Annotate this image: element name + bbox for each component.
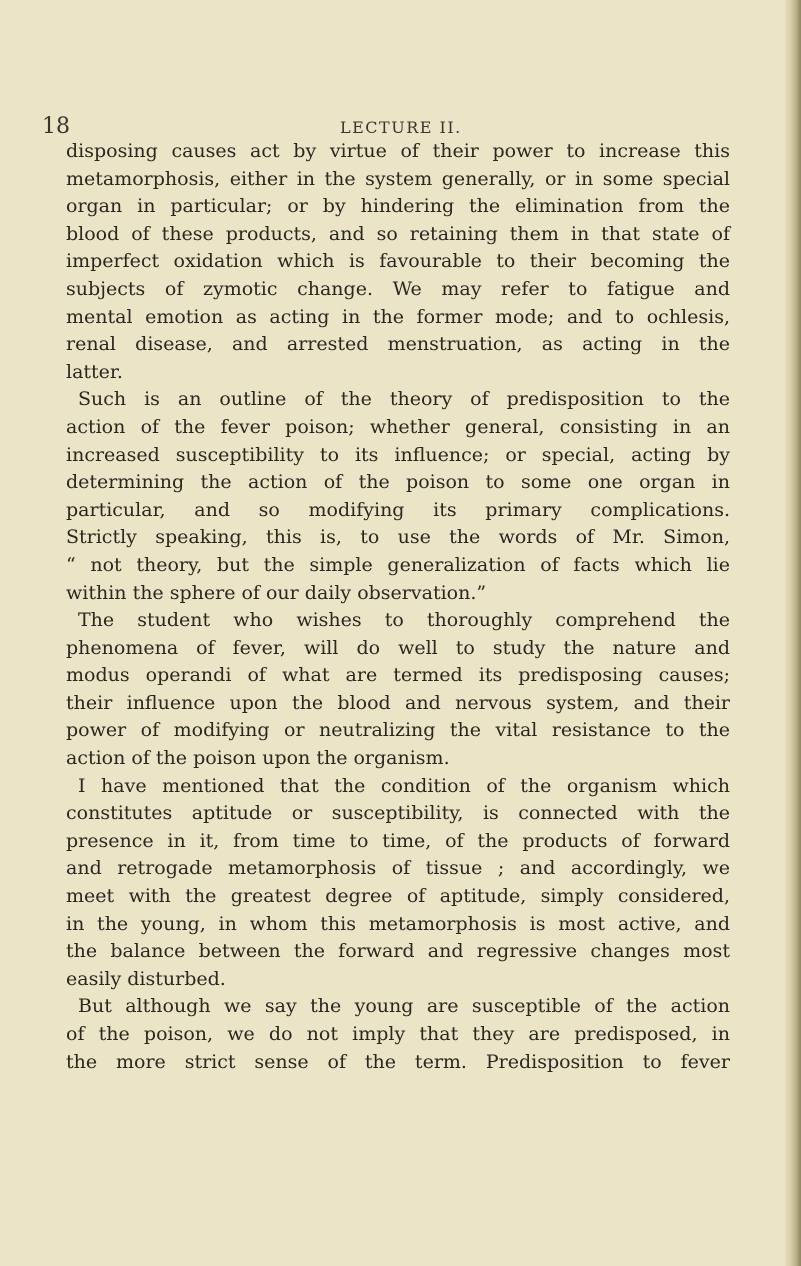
page-edge-shadow [785, 0, 801, 1266]
text-line: in the young, in whom this metamorphosis is most active, and [66, 912, 730, 935]
text-line: meet with the greatest degree of aptitude, simply considered, [66, 885, 730, 908]
text-line: their influence upon the blood and nervous system, and their [66, 691, 730, 714]
text-line: modus operandi of what are termed its predisposing causes; [66, 664, 730, 687]
body-text [66, 138, 730, 1076]
text-line: mental emotion as acting in the former mode; and to ochlesis, [66, 305, 730, 328]
text-line: particular, and so modifying its primary complications. [66, 498, 730, 521]
text-line: determining the action of the poison to some one organ in [66, 471, 730, 494]
text-line: phenomena of fever, will do well to study the nature and [66, 636, 730, 659]
text-line: action of the fever poison; whether general, consisting in an [66, 415, 730, 438]
text-line: organ in particular; or by hindering the elimination from the [66, 195, 730, 218]
text-line: power of modifying or neutralizing the vital resistance to the [66, 719, 730, 742]
text-line: imperfect oxidation which is favourable to their becoming the [66, 250, 730, 273]
text-line: But although we say the young are susceptible of the action [78, 995, 730, 1018]
text-line: increased susceptibility to its influence; or special, acting by [66, 443, 730, 466]
text-line: latter. [66, 360, 123, 383]
running-head [42, 114, 742, 138]
text-line: Such is an outline of the theory of predisposition to the [78, 388, 730, 411]
text-line: within the sphere of our daily observation.” [66, 581, 487, 604]
text-line: renal disease, and arrested menstruation, as acting in the [66, 333, 730, 356]
text-line: blood of these products, and so retaining them in that state of [66, 222, 730, 245]
page-number: 18 [42, 114, 70, 139]
text-line: disposing causes act by virtue of their power to increase this [66, 140, 730, 162]
text-line: easily disturbed. [66, 967, 226, 990]
text-line: constitutes aptitude or susceptibility, is connected with the [66, 802, 730, 825]
text-line: the more strict sense of the term. Predisposition to fever [66, 1050, 730, 1073]
text-line: The student who wishes to thoroughly comprehend the [78, 609, 730, 632]
text-line: “ not theory, but the simple generalization of facts which lie [66, 553, 730, 576]
text-line: subjects of zymotic change. We may refer to fatigue and [66, 277, 730, 300]
text-line: and retrogade metamorphosis of tissue ; and accordingly, we [66, 857, 730, 880]
text-line: Strictly speaking, this is, to use the words of Mr. Simon, [66, 526, 730, 549]
text-line: metamorphosis, either in the system generally, or in some special [66, 167, 730, 190]
text-line: the balance between the forward and regressive changes most [66, 940, 730, 963]
text-line: presence in it, from time to time, of the products of forward [66, 829, 730, 852]
text-line: of the poison, we do not imply that they are predisposed, in [66, 1023, 730, 1045]
text-line: action of the poison upon the organism. [66, 747, 450, 770]
text-line: I have mentioned that the condition of the organism which [78, 774, 730, 797]
running-title: LECTURE II. [340, 118, 462, 137]
